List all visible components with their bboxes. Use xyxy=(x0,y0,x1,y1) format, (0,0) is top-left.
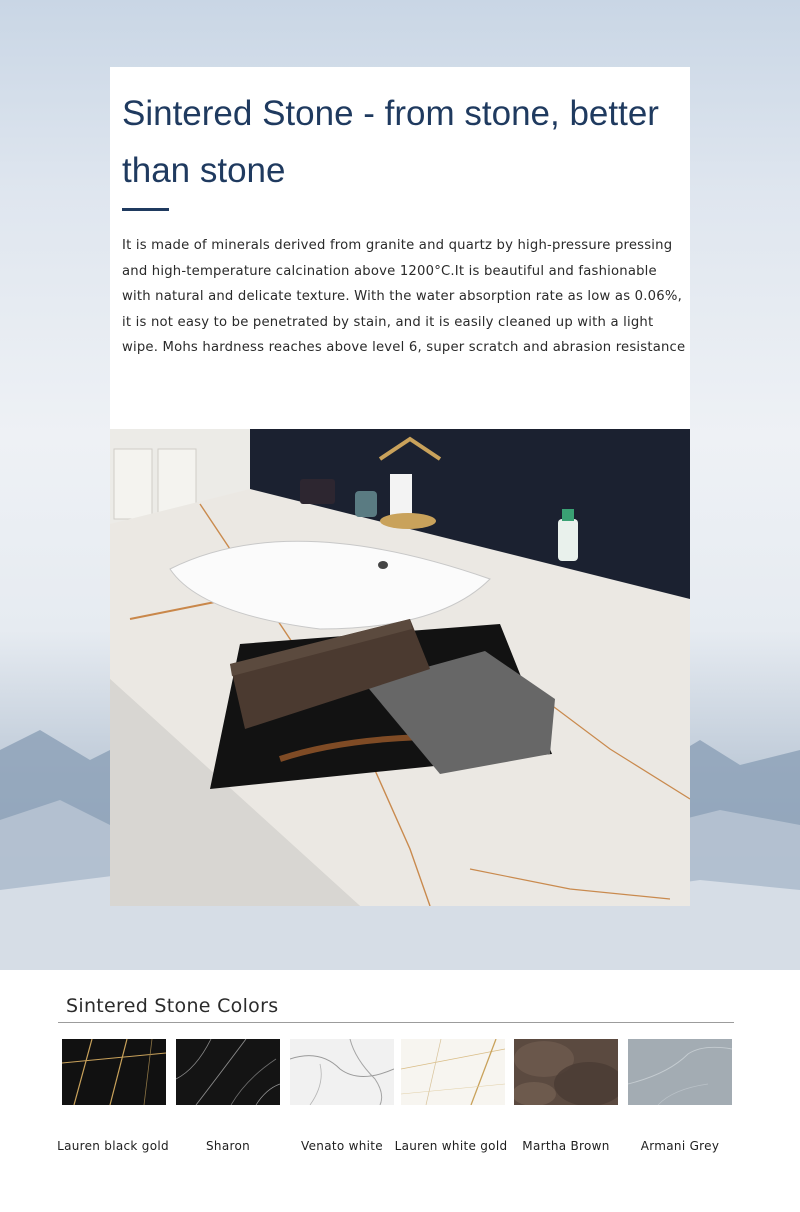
title-underline xyxy=(122,208,169,211)
colors-divider xyxy=(58,1022,734,1023)
swatch-label: Lauren black gold xyxy=(57,1139,169,1153)
colors-section-title: Sintered Stone Colors xyxy=(66,995,279,1017)
swatch-label: Venato white xyxy=(301,1139,383,1153)
swatch-sharon[interactable] xyxy=(176,1039,280,1105)
swatch-martha-brown[interactable] xyxy=(514,1039,618,1105)
swatch-armani-grey[interactable] xyxy=(628,1039,732,1105)
swatch-lauren-black-gold[interactable] xyxy=(62,1039,166,1105)
swatch-label: Martha Brown xyxy=(522,1139,610,1153)
bathroom-countertop-photo xyxy=(110,429,690,906)
intro-card xyxy=(110,67,690,429)
swatch-lauren-white-gold[interactable] xyxy=(401,1039,505,1105)
swatch-label: Sharon xyxy=(206,1139,250,1153)
page-title: Sintered Stone - from stone, better than stone xyxy=(122,94,659,190)
description-text: It is made of minerals derived from granite and quartz by high-pressure pressing and high-temperature calcination above 1200°C.It is beautiful and fashionable with natural and delicate texture. With the water absorption rate as low as 0.06%, it is not easy to be penetrated by stain, and it is easily cleaned up with a light wipe. Mohs hardness reaches above level 6, super scratch and abrasion resistance xyxy=(122,238,686,355)
colors-section xyxy=(0,970,800,1212)
swatch-label: Lauren white gold xyxy=(394,1139,508,1153)
swatch-venato-white[interactable] xyxy=(290,1039,394,1105)
swatch-label: Armani Grey xyxy=(640,1139,720,1153)
